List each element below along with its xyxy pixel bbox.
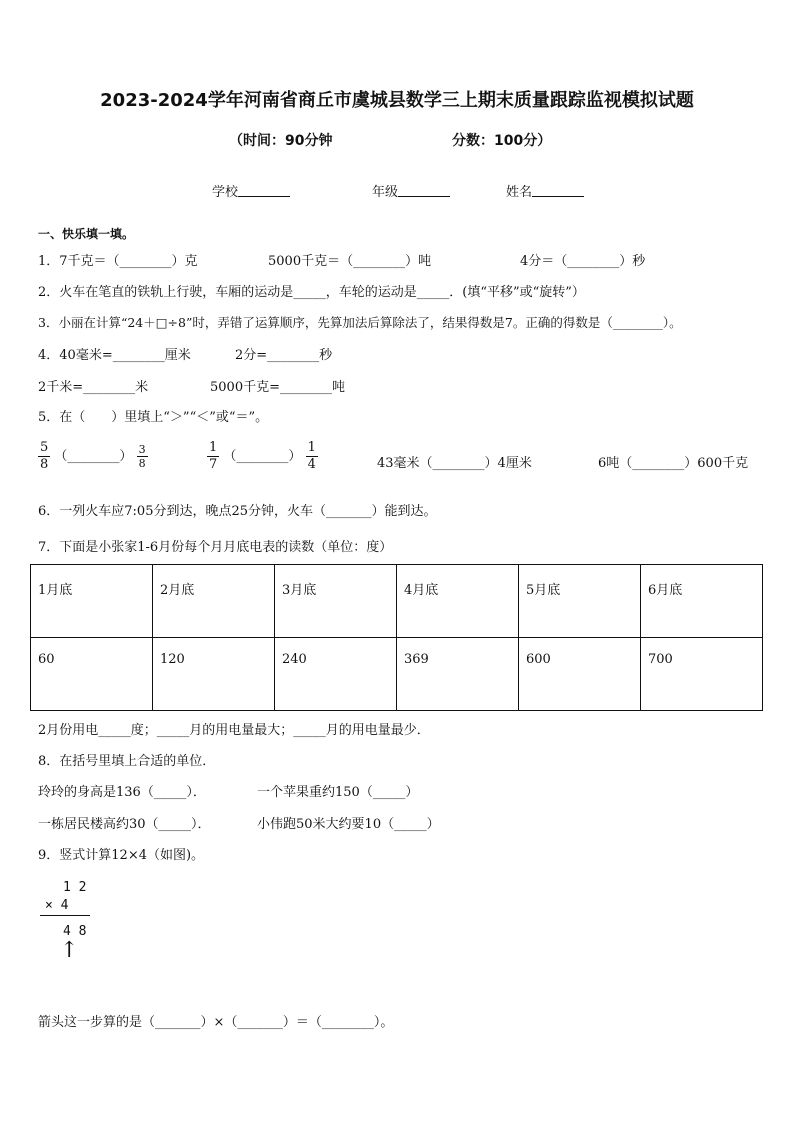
q2-text: 2．火车在笔直的铁轨上行驶，车厢的运动是_____，车轮的运动是_____．(填“平移”或“旋转”） <box>38 285 585 300</box>
up-arrow-icon: ↑ <box>60 938 79 963</box>
name-field[interactable] <box>506 181 584 200</box>
table-row <box>31 638 763 711</box>
vertical-calc-line2: × 4 <box>45 898 69 913</box>
q9-stem: 9．竖式计算12×4（如图)。 <box>38 848 205 863</box>
table-cell: 1月底 <box>31 565 153 638</box>
q6-text: 6．一列火车应7:05分到达，晚点25分钟，火车（_______）能到达。 <box>38 504 437 519</box>
compare-blank[interactable]: （________） <box>223 449 302 464</box>
grade-blank[interactable] <box>398 184 450 197</box>
table-cell: 2月底 <box>153 565 275 638</box>
table-cell: 6月底 <box>641 565 763 638</box>
fraction-denominator: 4 <box>307 457 316 472</box>
fraction-one-seventh <box>207 440 219 473</box>
fraction-denominator: 8 <box>40 457 49 472</box>
q5-part-d: 6吨（________）600千克 <box>598 456 749 471</box>
section-heading: 一、快乐填一填。 <box>38 227 135 241</box>
q5-stem: 5．在（ ）里填上“＞”“＜”或“＝”。 <box>38 410 269 425</box>
school-blank[interactable] <box>238 184 290 197</box>
school-label: 学校 <box>212 185 239 200</box>
table-header-row <box>31 565 763 638</box>
name-label: 姓名 <box>506 185 533 200</box>
table-cell: 600 <box>519 638 641 711</box>
fraction-numerator: 1 <box>307 440 316 455</box>
q9-answer: 箭头这一步算的是（_______）×（_______）＝（________）。 <box>38 1015 394 1030</box>
school-field[interactable] <box>212 181 290 200</box>
q5-part-c: 43毫米（________）4厘米 <box>377 456 532 471</box>
q4-part-d: 5000千克=________吨 <box>210 380 345 395</box>
fraction-denominator: 8 <box>138 457 146 470</box>
fraction-denominator: 7 <box>209 457 218 472</box>
exam-score: 分数：100分） <box>452 133 552 149</box>
q7-stem: 7．下面是小张家1-6月份每个月月底电表的读数（单位：度） <box>38 540 393 555</box>
fraction-five-eighths <box>38 440 50 473</box>
table-cell: 4月底 <box>397 565 519 638</box>
q5-part-b <box>207 440 318 473</box>
table-cell: 369 <box>397 638 519 711</box>
vertical-calc-rule <box>40 915 90 916</box>
table-cell: 5月底 <box>519 565 641 638</box>
q4-part-b: 2分=________秒 <box>235 348 333 363</box>
q5-part-a <box>38 440 148 473</box>
vertical-calc-result: 4 8 <box>63 924 87 939</box>
q4-part-c: 2千米=________米 <box>38 380 149 395</box>
fraction-three-eighths <box>137 443 148 470</box>
name-blank[interactable] <box>532 184 584 197</box>
table-cell: 3月底 <box>275 565 397 638</box>
q7-followup: 2月份用电_____度；_____月的用电量最大；_____月的用电量最少． <box>38 723 430 738</box>
fraction-numerator: 5 <box>40 440 49 455</box>
q8-part-b: 一个苹果重约150（_____） <box>257 785 419 800</box>
vertical-calc-line1: 1 2 <box>63 880 87 895</box>
fraction-numerator: 3 <box>138 443 146 456</box>
q1-part-c: 4分＝（________）秒 <box>520 254 646 269</box>
exam-time: （时间：90分钟 <box>229 133 333 149</box>
table-cell: 240 <box>275 638 397 711</box>
q4-part-a: 4．40毫米=________厘米 <box>38 348 191 363</box>
q8-part-c: 一栋居民楼高约30（_____）． <box>38 817 211 832</box>
q8-stem: 8．在括号里填上合适的单位． <box>38 754 216 769</box>
q3-text: 3．小丽在计算“24＋□÷8”时，弄错了运算顺序，先算加法后算除法了，结果得数是7。正确的得数是（________）。 <box>38 315 682 330</box>
meter-reading-table <box>30 564 763 711</box>
fraction-one-quarter <box>306 440 318 473</box>
page-title: 2023-2024学年河南省商丘市虞城县数学三上期末质量跟踪监视模拟试题 <box>100 90 694 111</box>
fraction-numerator: 1 <box>209 440 218 455</box>
table-cell: 700 <box>641 638 763 711</box>
grade-label: 年级 <box>372 185 399 200</box>
compare-blank[interactable]: （________） <box>54 449 133 464</box>
grade-field[interactable] <box>372 181 450 200</box>
table-cell: 120 <box>153 638 275 711</box>
q8-part-d: 小伟跑50米大约要10（_____） <box>257 817 440 832</box>
q8-part-a: 玲玲的身高是136（_____）． <box>38 785 206 800</box>
q1-part-a: 1．7千克＝（________）克 <box>38 254 198 269</box>
table-cell: 60 <box>31 638 153 711</box>
q1-part-b: 5000千克＝（________）吨 <box>268 254 432 269</box>
